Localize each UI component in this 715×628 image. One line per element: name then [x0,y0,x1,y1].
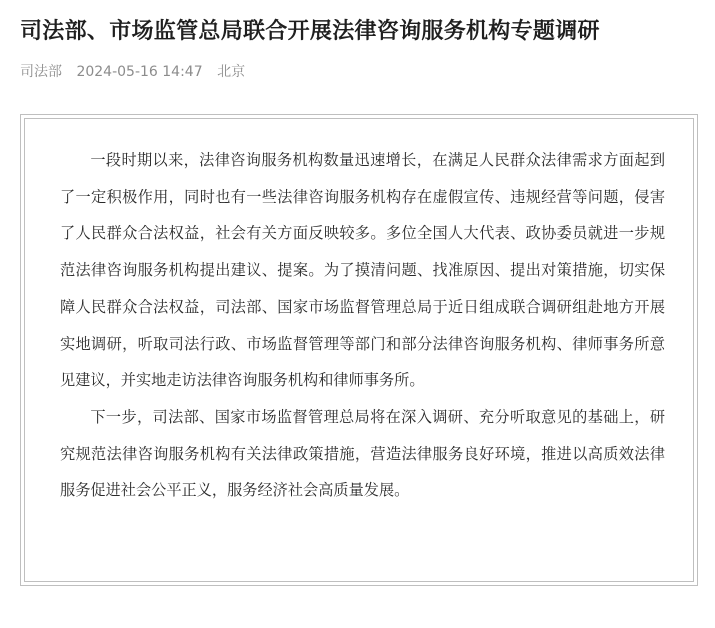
body-paragraph-2: 下一步，司法部、国家市场监督管理总局将在深入调研、充分听取意见的基础上，研究规范法律咨询服务机构有关法律政策措施，营造法律服务良好环境，推进以高质效法律服务促进社会公平正义，服务经济社会高质量发展。 [60,407,665,500]
article-body [24,118,694,582]
article-meta [20,62,255,82]
article-source[interactable]: 司法部 [20,64,62,80]
article-location: 北京 [217,64,246,80]
article-title: 司法部、市场监管总局联合开展法律咨询服务机构专题调研 [20,19,600,44]
article-body-frame [20,114,698,586]
article-datetime: 2024-05-16 14:47 [76,64,203,80]
body-paragraph-1: 一段时期以来，法律咨询服务机构数量迅速增长，在满足人民群众法律需求方面起到了一定积极作用，同时也有一些法律咨询服务机构存在虚假宣传、违规经营等问题，侵害了人民群众合法权益，社会有关方面反映较多。多位全国人大代表、政协委员就进一步规范法律咨询服务机构提出建议、提案。为了摸清问题、找准原因、提出对策措施，切实保障人民群众合法权益，司法部、国家市场监督管理总局于近日组成联合调研组赴地方开展实地调研，听取司法行政、市场监督管理等部门和部分法律咨询服务机构、律师事务所意见建议，并实地走访法律咨询服务机构和律师事务所。 [60,151,665,390]
